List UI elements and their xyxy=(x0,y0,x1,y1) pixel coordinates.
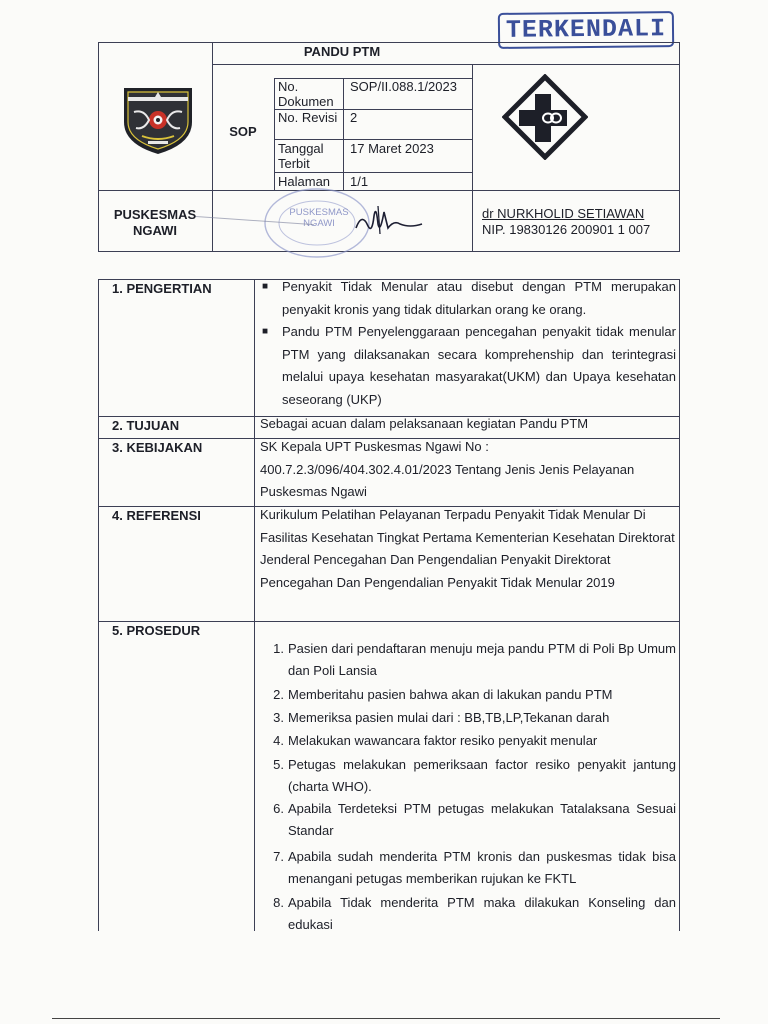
header-divider xyxy=(343,78,344,190)
tujuan-text: Sebagai acuan dalam pelaksanaan kegiatan Pandu PTM xyxy=(260,416,589,431)
section-label-pengertian: 1. PENGERTIAN xyxy=(112,281,212,296)
list-item: ■ Pandu PTM Penyelenggaraan pencegahan penyakit tidak menular PTM yang dilaksanakan secara komprehenship dan terintegrasi melalui upaya kesehatan masyarakat(UKM) dan Upaya kesehatan seseorang (UKP) xyxy=(256,321,676,411)
terkendali-stamp: TERKENDALI xyxy=(498,11,674,49)
value-no-revisi: 2 xyxy=(350,110,358,125)
signer-nip: NIP. 19830126 200901 1 007 xyxy=(482,222,651,237)
puskesmas-logo-icon xyxy=(502,74,588,160)
table-border xyxy=(679,279,680,931)
table-border xyxy=(98,621,680,622)
label-tanggal-terbit: Tanggal Terbit xyxy=(278,141,324,171)
header-divider xyxy=(274,139,472,140)
procedure-step: 1. Pasien dari pendaftaran menuju meja pandu PTM di Poli Bp Umum dan Poli Lansia xyxy=(273,641,676,678)
procedure-step: 4. Melakukan wawancara faktor resiko penyakit menular xyxy=(273,733,598,748)
kebijakan-text: SK Kepala UPT Puskesmas Ngawi No : 400.7.2.3/096/404.302.4.01/2023 Tentang Jenis Jenis Pelayanan Puskesmas Ngawi xyxy=(260,439,635,499)
procedure-step: 6. Apabila Terdeteksi PTM petugas melakukan Tatalaksana Sesuai Standar xyxy=(273,801,676,838)
signature xyxy=(350,194,430,240)
header-divider xyxy=(212,42,213,252)
bullet-square-icon: ■ xyxy=(262,326,269,337)
header-divider xyxy=(212,64,680,65)
procedure-step: 7. Apabila sudah menderita PTM kronis dan puskesmas tidak bisa menangani petugas memberikan rujukan ke FKTL xyxy=(273,849,676,886)
header-divider xyxy=(274,78,275,190)
section-label-tujuan: 2. TUJUAN xyxy=(112,418,180,433)
header-divider xyxy=(98,190,680,191)
procedure-step: 3. Memeriksa pasien mulai dari : BB,TB,LP,Tekanan darah xyxy=(273,710,610,725)
seal-text: PUSKESMAS NGAWI xyxy=(289,207,349,229)
bullet-square-icon: ■ xyxy=(262,281,269,292)
label-no-dokumen: No. Dokumen xyxy=(278,79,334,109)
header-divider xyxy=(274,172,472,173)
procedure-step: 5. Petugas melakukan pemeriksaan factor resiko penyakit jantung (charta WHO). xyxy=(273,757,676,794)
table-border xyxy=(254,279,255,931)
header-divider xyxy=(472,64,473,252)
section-label-referensi: 4. REFERENSI xyxy=(112,508,201,523)
referensi-text: Kurikulum Pelatihan Pelayanan Terpadu Penyakit Tidak Menular Di Fasilitas Kesehatan Tingkat Pertama Kementerian Kesehatan Direktorat Jenderal Pencegahan Dan Pengendalian Penyakit Direktorat Pencegahan Dan Pengendalian Penyakit Tidak Menular 2019 xyxy=(260,507,675,590)
sop-label: SOP xyxy=(229,124,257,139)
document-title: PANDU PTM xyxy=(303,44,381,59)
page-bottom-rule xyxy=(52,1018,720,1019)
value-halaman: 1/1 xyxy=(350,174,369,189)
section-label-prosedur: 5. PROSEDUR xyxy=(112,623,201,638)
list-item: ■ Penyakit Tidak Menular atau disebut dengan PTM merupakan penyakit kronis yang tidak ditularkan orang ke orang. xyxy=(256,276,676,321)
signer-block xyxy=(482,206,678,238)
value-no-dokumen: SOP/II.088.1/2023 xyxy=(350,79,457,94)
signer-name: dr NURKHOLID SETIAWAN xyxy=(482,206,645,221)
table-border xyxy=(98,279,99,931)
value-tanggal-terbit: 17 Maret 2023 xyxy=(350,141,434,156)
label-no-revisi: No. Revisi xyxy=(278,110,338,125)
label-halaman: Halaman xyxy=(278,174,331,189)
procedure-step: 2. Memberitahu pasien bahwa akan di lakukan pandu PTM xyxy=(273,687,613,702)
organization-name: PUSKESMAS NGAWI xyxy=(113,207,197,238)
procedure-step: 8. Apabila Tidak menderita PTM maka dilakukan Konseling dan edukasi xyxy=(273,895,676,932)
section-label-kebijakan: 3. KEBIJAKAN xyxy=(112,440,203,455)
regency-emblem-icon xyxy=(118,82,198,156)
